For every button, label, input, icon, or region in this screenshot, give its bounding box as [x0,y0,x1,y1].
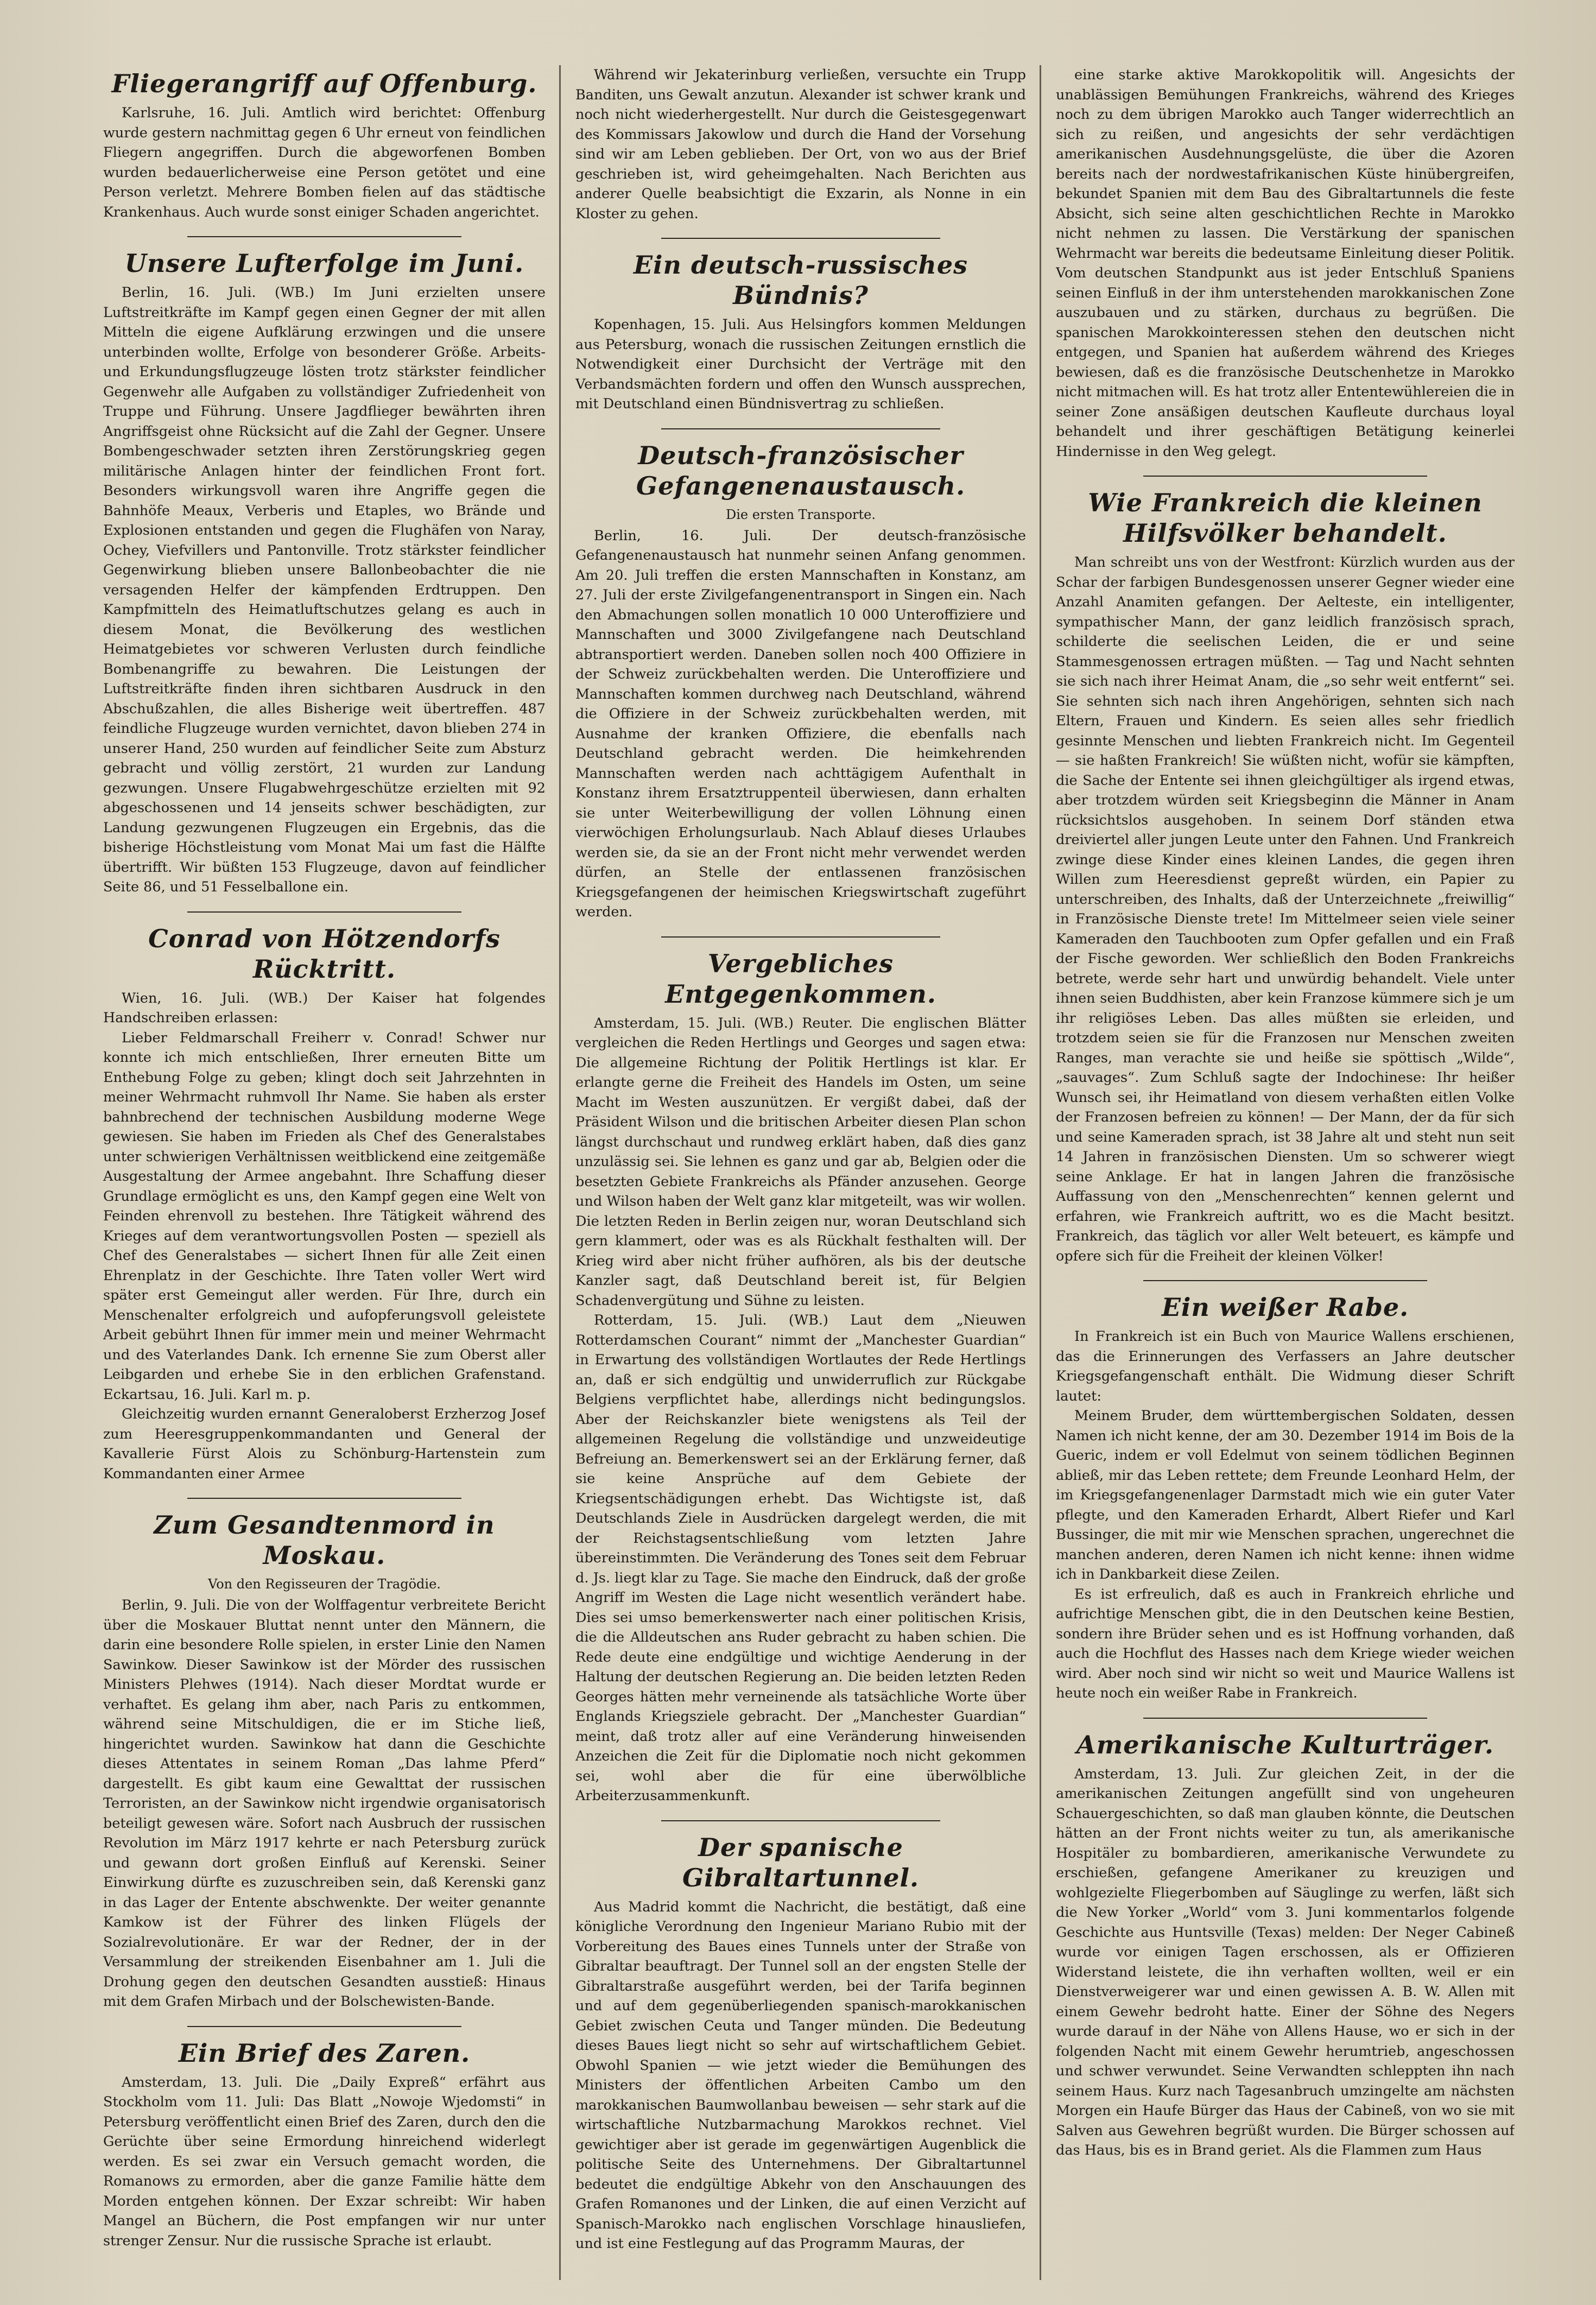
article-paragraph: Berlin, 16. Juli. (WB.) Im Juni erzielten unsere Luftstreitkräfte im Kampf gegen einen Gegner der mit allen Mitteln die eigene Aufklärung erzwingen und die unsere unterbinden wollte, Erfolge von besonderer Größe. Arbeits- und Erkundungsflugzeuge lösten trotz stärkster feindlicher Gegenwehr alle Aufgaben zu vollständiger Zufriedenheit von Truppe und Führung. Unsere Jagdflieger bewährten ihren Angriffsgeist ohne Rücksicht auf die Zahl der Gegner. Unsere Bombengeschwader setzten ihren Zerstörungskrieg gegen militärische Anlagen hinter der feindlichen Front fort. Besonders wirkungsvoll waren ihre Angriffe gegen die Bahnhöfe Meaux, Verberis und Etaples, wo Brände und Explosionen entstanden und gegen die Flughäfen von Naray, Ochey, Viefvillers und Pantonville. Trotz stärkster feindlicher Gegenwirkung blieben unsere Ballonbeobachter die nie versagenden Helfer der kämpfenden Erdtruppen. Den Kampfmitteln des Heimatluftschutzes gelang es auch in diesem Monat, die Bevölkerung des westlichen Heimatgebietes vor schweren Verlusten durch feindliche Bombenangriffe zu bewahren. Die Leistungen der Luftstreitkräfte finden ihren sichtbaren Ausdruck in den Abschußzahlen, die alles Bisherige weit übertreffen. 487 feindliche Flugzeuge wurden vernichtet, davon blieben 274 in unserer Hand, 250 wurden auf feindlicher Seite zum Absturz gebracht und völlig zerstört, 21 wurden zur Landung gezwungen. Unsere Flugabwehrgeschütze erzielten mit 92 abgeschossenen und 14 jenseits schwer beschädigten, zur Landung gezwungenen Flugzeugen ein Ergebnis, das die bisherige Höchstleistung vom Monat Mai um fast die Hälfte übertrifft. Wir büßten 153 Flugzeuge, davon auf feindlicher Seite 86, und 51 Fesselballone ein. [103,284,546,895]
article-headline: Deutsch-französischer Gefangenenaustausch. [636,440,966,501]
article-paragraph: Berlin, 9. Juli. Die von der Wolffagentur verbreitete Bericht über die Moskauer Bluttat nennt unter den Männern, die darin eine besondere Rolle spielen, in erster Linie den Namen Sawinkow. Dieser Sawinkow ist der Mörder des russischen Ministers Plehwes (1914). Nach dieser Mordtat wurde er verhaftet. Es gelang ihm aber, nach Paris zu entkommen, während seine Mitschuldigen, die er im Stiche ließ, hingerichtet wurden. Sawinkow hat dann die Geschichte dieses Attentates in seinem Roman „Das lahme Pferd“ dargestellt. Es gibt kaum eine Gewalttat der russischen Terroristen, an der Sawinkow nicht irgendwie organisatorisch beteiligt gewesen wäre. Sofort nach Ausbruch der russischen Revolution im März 1917 kehrte er nach Petersburg zurück und gewann dort großen Einfluß auf Kerenski. Seiner Einwirkung dürfte es zuzuschreiben sein, daß Kerenski ganz in das Lager der Entente abschwenkte. Der weiter genannte Kamkow ist der Führer des linken Flügels der Sozialrevolutionäre. Er war der Redner, der in der Versammlung der streikenden Eisenbahner am 1. Juli die Drohung gegen den deutschen Gesandten ausstieß: Hinaus mit dem Grafen Mirbach und der Bolschewisten-Bande. [103,1597,546,2010]
article-paragraph: Berlin, 16. Juli. Der deutsch-französische Gefangenenaustausch hat nunmehr seinen Anfang genommen. Am 20. Juli treffen die ersten Mannschaften in Konstanz, am 27. Juli der erste Zivilgefangenentransport in Singen ein. Nach den Abmachungen sollen monatlich 10 000 Unteroffiziere und Mannschaften und 3000 Zivilgefangene nach Deutschland abtransportiert werden. Daneben sollen noch 400 Offiziere in der Schweiz zurückbehalten werden. Die Unteroffiziere und Mannschaften kommen durchweg nach Deutschland, während die Offiziere in der Schweiz zurückbehalten werden, mit Ausnahme der kranken Offiziere, die ebenfalls nach Deutschland gebracht werden. Die heimkehrenden Mannschaften werden nach achttägigem Aufenthalt in Konstanz ihrem Ersatztruppenteil überwiesen, dann erhalten sie unter Weiterbewilligung der vollen Löhnung einen vierwöchigen Erholungsurlaub. Nach Ablauf dieses Urlaubes werden sie, da sie an der Front nicht mehr verwendet werden dürfen, an Stelle der entlassenen französischen Kriegsgefangenen der heimischen Kriegswirtschaft zugeführt werden. [575,527,1026,920]
article-paragraph: Rotterdam, 15. Juli. (WB.) Laut dem „Nieuwen Rotterdamschen Courant“ nimmt der „Manchester Guardian“ in Erwartung des vollständigen Wortlautes der Rede Hertlings an, daß er sich endgültig und unwiderruflich zur Rückgabe Belgiens verpflichtet habe, allerdings nicht bedingungslos. Aber der Reichskanzler biete wenigstens als Teil der allgemeinen Regelung die vollständige und unzweideutige Befreiung an. Bemerkenswert sei an der Erklärung ferner, daß sie keine Ansprüche auf dem Gebiete der Kriegsentschädigungen erhebt. Das Wichtigste ist, daß Deutschlands Ziele in Ausdrücken dargelegt werden, die mit der Reichstagsentschließung vom letzten Jahre übereinstimmten. Die Veränderung des Tones seit dem Februar d. Js. liegt klar zu Tage. Sie mache den Eindruck, daß der große Angriff im Westen die Lage nicht wesentlich verändert habe. Dies sei umso bemerkenswerter nach einer politischen Krisis, die die Alldeutschen ans Ruder gebracht zu haben schien. Die Rede deute eine endgültige und wichtige Aenderung in der Haltung der deutschen Regierung an. Die beiden letzten Reden Georges hätten mehr verneinende als tatsächliche Worte über Englands Kriegsziele gebracht. Der „Manchester Guardian“ meint, daß trotz aller auf eine Veränderung hinweisenden Anzeichen die Zeit für die Diplomatie noch nicht gekommen sei, wohl aber die für eine überwölbliche Arbeiterzusammenkunft. [575,1312,1026,1804]
article-headline: Wie Frankreich die kleinen Hilfsvölker behandelt. [1088,488,1483,548]
article [103,68,546,222]
article-paragraph: Amsterdam, 13. Juli. Die „Daily Expreß“ erfährt aus Stockholm vom 11. Juli: Das Blatt „Nowoje Wjedomsti“ in Petersburg veröffentlicht einen Brief des Zaren, durch den die Gerüchte über seine Ermordung hinreichend widerlegt werden. Es sei zwar ein Versuch gemacht worden, die Romanows zu ermorden, aber die ganze Familie hätte dem Morden entgehen können. Der Exzar schreibt: Wir haben Mangel an Büchern, die Post empfangen wir nur unter strenger Zensur. Nur die russische Sprache ist erlaubt. [103,2074,546,2249]
article [1056,1730,1515,2161]
article [1056,1292,1515,1704]
article [103,2038,546,2251]
article-paragraph: Gleichzeitig wurden ernannt Generaloberst Erzherzog Josef zum Heeresgruppenkommandanten und General der Kavallerie Fürst Alois zu Schönburg-Hartenstein zum Kommandanten einer Armee [103,1406,546,1482]
article-headline: Zum Gesandtenmord in Moskau. [154,1510,495,1570]
column-2 [575,65,1026,2280]
article [103,1510,546,2012]
article-paragraph: Aus Madrid kommt die Nachricht, die bestätigt, daß eine königliche Verordnung den Ingenieur Mariano Rubio mit der Vorbereitung des Baues eines Tunnels unter der Straße von Gibraltar beauftragt. Der Tunnel soll an der engsten Stelle der Gibraltarstraße ausgeführt werden, bei der Tarifa beginnen und auf dem gegenüberliegenden spanisch-marokkanischen Gebiet zwischen Ceuta und Tanger münden. Die Bedeutung dieses Baues liegt nicht so sehr auf wirtschaftlichem Gebiet. Obwohl Spanien — wie jetzt wieder die Bemühungen des Ministers der öffentlichen Arbeiten Cambo um den marokkanischen Baumwollanbau beweisen — sehr stark auf die wirtschaftliche Nutzbarmachung Marokkos rechnet. Viel gewichtiger aber ist gerade im gegenwärtigen Augenblick die politische Seite des Unternehmens. Der Gibraltartunnel bedeutet die endgültige Abkehr von den Anschauungen des Grafen Romanones und der Linken, die auf einen Verzicht auf Spanisch-Marokko nach englischen Vorschlage hinausliefen, und ist eine Festlegung auf das Programm Mauras, der [575,1898,1026,2252]
article-paragraph: Wien, 16. Juli. (WB.) Der Kaiser hat folgendes Handschreiben erlassen: [103,990,546,1026]
article [1056,487,1515,1266]
article-paragraph: Es ist erfreulich, daß es auch in Frankreich ehrliche und aufrichtige Menschen gibt, die in den Deutschen keine Bestien, sondern ihre Brüder sehen und es ist Hoffnung vorhanden, daß auch die Hochflut des Hasses nach dem Kriege wieder weichen wird. Aber noch sind wir nicht so weit und Maurice Wallens ist heute noch ein weißer Rabe in Frankreich. [1056,1586,1515,1701]
article-divider [1143,1280,1428,1281]
article-headline: Ein Brief des Zaren. [178,2038,471,2068]
article-paragraph: Meinem Bruder, dem württembergischen Soldaten, dessen Namen ich nicht kenne, der am 30. Dezember 1914 im Bois de la Gueric, indem er voll Edelmut von seinem tödlichen Beginnen abließ, mir das Leben rettete; dem Freunde Leonhard Helm, der im Kriegsgefangenenlager Darmstadt mich wie ein guter Vater pflegte, und den Kameraden Erhardt, Albert Riefer und Karl Bussinger, die mit mir wie Menschen sprachen, ungerechnet die manchen anderen, deren Namen ich nicht kenne: ihnen widme ich in Dankbarkeit diese Zeilen. [1056,1408,1515,1582]
article [575,948,1026,1806]
article [103,248,546,897]
article-headline: Conrad von Hötzendorfs Rücktritt. [148,923,501,984]
column-3 [1056,65,1515,2280]
article-paragraph: Amsterdam, 15. Juli. (WB.) Reuter. Die englischen Blätter vergleichen die Reden Hertlings und Georges und sagen etwa: Die allgemeine Richtung der Politik Hertlings ist klar. Er erlangte gerne die Freiheit des Handels im Osten, um seine Macht im Westen auszunützen. Er vergißt dabei, daß der Präsident Wilson und die britischen Arbeiter diesen Plan schon längst durchschaut und rundweg erklärt haben, daß dies ganz unzulässig sei. Sie lehnen es ganz und gar ab, Belgien oder die besetzten Gebiete Frankreichs als Pfänder anzusehen. George und Wilson haben der Welt ganz klar mitgeteilt, was wir wollen. Die letzten Reden in Berlin zeigen nur, woran Deutschland sich gern klammert, oder was es als Rückhalt festhalten will. Der Krieg wird aber nicht früher aufhören, als bis der deutsche Kanzler sagt, daß Deutschland bereit ist, für Belgien Schadenvergütung und Sühne zu leisten. [575,1015,1026,1309]
article [575,65,1026,224]
article-headline: Fliegerangriff auf Offenburg. [111,69,537,98]
column-rule [1040,65,1041,2280]
article-paragraph: eine starke aktive Marokkopolitik will. Angesichts der unablässigen Bemühungen Frankreichs, während des Krieges noch zu dem übrigen Marokko auch Tanger widerrechtlich an sich zu reißen, und angesichts der sehr verdächtigen amerikanischen Ausdehnungsgelüste, die über die Azoren bereits nach der nordwestafrikanischen Küste hinübergreifen, bekundet Spanien mit dem Bau des Gibraltartunnels die feste Absicht, sich seine alten geschichtlichen Rechte in Marokko nicht nehmen zu lassen. Die Verstärkung der spanischen Wehrmacht war bereits die bedeutsame Einleitung dieser Politik. Vom deutschen Standpunkt aus ist jeder Entschluß Spaniens seinen Einfluß in der ihm unterstehenden marokkanischen Zone auszubauen und zu stärken, durchaus zu begrüßen. Die spanischen Marokkointeressen stehen den deutschen nicht entgegen, und Spanien hat außerdem während des Krieges bewiesen, daß es die französische Deutschenhetze in Marokko nicht mitmachen will. Es hat trotz aller Ententewühlereien die in seiner Zone ansäßigen deutschen Kaufleute durchaus loyal behandelt und ihrer geschäftigen Betätigung keinerlei Hindernisse in den Weg gelegt. [1056,67,1515,460]
article [575,440,1026,922]
article-paragraph: In Frankreich ist ein Buch von Maurice Wallens erschienen, das die Erinnerungen des Verfassers an Jahre deutscher Kriegsgefangenschaft enthält. Die Widmung dieser Schrift lautet: [1056,1328,1515,1404]
article-paragraph: Während wir Jekaterinburg verließen, versuchte ein Trupp Banditen, uns Gewalt anzutun. Alexander ist schwer krank und noch nicht wiederhergestellt. Nur durch die Geistesgegenwart des Kommissars Jakowlow und durch die Hand der Vorsehung sind wir am Leben geblieben. Der Ort, von wo aus der Brief geschrieben ist, wird geheimgehalten. Nach Berichten aus anderer Quelle beabsichtigt die Exzarin, als Nonne in ein Kloster zu gehen. [575,67,1026,222]
article-paragraph: Lieber Feldmarschall Freiherr v. Conrad! Schwer nur konnte ich mich entschließen, Ihrer erneuten Bitte um Enthebung Folge zu geben; klingt doch seit Jahrzehnten in meiner Wehrmacht ruhmvoll Ihr Name. Sie haben als erster bahnbrechend der technischen Ausbildung moderne Wege gewiesen. Sie haben im Frieden als Chef des Generalstabes unter schwierigen Verhältnissen weitblickend eine zeitgemäße Ausgestaltung der Armee angebahnt. Ihre Schaffung dieser Grundlage ermöglicht es uns, den Kampf gegen eine Welt von Feinden ehrenvoll zu bestehen. Ihre Tätigkeit während des Krieges auf dem verantwortungsvollen Posten — speziell als Chef des Generalstabes — sichert Ihnen für alle Zeit einen Ehrenplatz in der Geschichte. Ihre Taten voller Wert wird später erst Gemeingut aller werden. Für Ihre, durch ein Menschenalter erfolgreich und aufopferungsvoll geleistete Arbeit gebührt Ihnen für immer mein und meiner Wehrmacht und des Vaterlandes Dank. Ich ernenne Sie zum Oberst aller Leibgarden und erhebe Sie in den erblichen Grafenstand. Eckartsau, 16. Juli. Karl m. p. [103,1029,546,1403]
article [575,250,1026,414]
article [575,1832,1026,2254]
article-subtitle: Die ersten Transporte. [726,506,876,522]
article-divider [187,1498,461,1499]
article [103,923,546,1484]
article-paragraph: Amsterdam, 13. Juli. Zur gleichen Zeit, in der die amerikanischen Zeitungen angefüllt sind von ungeheuren Schauergeschichten, so daß man glauben könnte, die Deutschen hätten an der Front nichts weiter zu tun, als amerikanische Hospitäler zu bombardieren, amerikanische Verwundete zu erschießen, gefangene Amerikaner zu kreuzigen und wohlgezielte Fliegerbomben auf Säuglinge zu werfen, läßt sich die New Yorker „World“ vom 3. Juni kommentarlos folgende Geschichte aus Huntsville (Texas) melden: Der Neger Cabineß wurde vor einigen Tagen erschossen, als er Offizieren Widerstand leistete, die ihn verhaften wollten, weil er ein Dienstverweigerer war und einen gewissen A. B. W. Allen mit einem Gewehr bedroht hatte. Einer der Söhne des Negers wurde darauf in der Nähe von Allens Hause, wo er sich in der folgenden Nacht mit einem Gewehr herumtrieb, angeschossen und schwer verwundet. Seine Verwandten schleppten ihn nach seinem Haus. Kurz nach Tagesanbruch umzingelte am nächsten Morgen ein Haufe Bürger das Haus der Cabineß, von wo sie mit Salven aus Gewehren begrüßt wurden. Die Bürger schossen auf das Haus, bis es in Brand geriet. Als die Flammen zum Haus [1056,1765,1515,2158]
article-paragraph: Karlsruhe, 16. Juli. Amtlich wird berichtet: Offenburg wurde gestern nachmittag gegen 6 Uhr erneut von feindlichen Fliegern angegriffen. Durch die abgeworfenen Bomben wurden bedauerlicherweise eine Person getötet und eine Person verletzt. Mehrere Bomben fielen auf das städtische Krankenhaus. Auch wurde sonst einiger Schaden angerichtet. [103,105,546,220]
article [1056,65,1515,461]
article-headline: Amerikanische Kulturträger. [1076,1730,1494,1759]
article-divider [1143,1718,1428,1719]
article-divider [187,911,461,913]
article-divider [1143,476,1428,477]
column-rule [559,65,561,2280]
column-1 [103,65,546,2280]
article-divider [187,236,461,237]
article-headline: Der spanische Gibraltartunnel. [682,1832,920,1892]
article-divider [661,238,941,239]
article-divider [661,1820,941,1821]
article-headline: Vergebliches Entgegenkommen. [665,948,936,1009]
article-divider [187,2026,461,2027]
article-subtitle: Von den Regisseuren der Tragödie. [208,1576,441,1592]
article-paragraph: Kopenhagen, 15. Juli. Aus Helsingfors kommen Meldungen aus Petersburg, wonach die russischen Zeitungen ernstlich die Notwendigkeit einer Durchsicht der Verträge mit den Verbandsmächten fordern und offen den Wunsch aussprechen, mit Deutschland einen Bündnisvertrag zu schließen. [575,316,1026,412]
article-headline: Unsere Lufterfolge im Juni. [124,249,524,278]
article-headline: Ein weißer Rabe. [1161,1293,1409,1322]
article-headline: Ein deutsch-russisches Bündnis? [633,250,968,310]
article-paragraph: Man schreibt uns von der Westfront: Kürzlich wurden aus der Schar der farbigen Bundesgenossen unserer Gegner wieder eine Anzahl Anamiten gefangen. Der Aelteste, ein intelligenter, sympathischer Mann, der ganz leidlich französisch sprach, schilderte die seelischen Leiden, die er und seine Stammesgenossen ertragen müßten. — Tag und Nacht sehnten sie sich nach ihrer Heimat Anam, die „so sehr weit entfernt“ sei. Sie sehnten sich nach ihren Angehörigen, sehnten sich nach Eltern, Frauen und Kindern. Es seien alles sehr friedlich gesinnte Menschen und liebten Frankreich nicht. Im Gegenteil — sie haßten Frankreich! Sie wüßten nicht, wofür sie kämpften, die Sache der Entente sei ihnen gleichgültiger als irgend etwas, aber trotzdem würden seit Kriegsbeginn die Männer in Anam rücksichtslos ausgehoben. In seinem Dorf ständen etwa dreiviertel aller jungen Leute unter den Fahnen. Und Frankreich zwinge diese Kinder eines kleinen Landes, die gegen ihren Willen zum Heeresdienst gepreßt würden, ein Papier zu unterschreiben, des Inhalts, daß der Unterzeichnete „freiwillig“ in Französische Dienste trete! Im Mittelmeer seien viele seiner Kameraden den Tauchbooten zum Opfer gefallen und ein Fraß der Fische geworden. Wer schließlich den Boden Frankreichs betrete, werde sehr hart und unwürdig behandelt. Viele unter ihnen seien Buddhisten, aber kein Franzose kümmere sich je um ihr religiöses Leben. Das alles müßten sie erleiden, und trotzdem seien sie für die Franzosen nur Menschen zweiten Ranges, man verachte sie und heiße sie spöttisch „Wilde“, „sauvages“. Zum Schluß sagte der Indochinese: Ihr heißer Wunsch sei, ihr Heimatland von diesem verhaßten eitlen Volke der Franzosen befreien zu können! — Der Mann, der da für sich und seine Kameraden sprach, ist 38 Jahre alt und steht nun seit 14 Jahren in französischen Diensten. Um so schwerer wiegt seine Anklage. Er hat in langen Jahren die französische Auffassung von den „Menschenrechten“ kennen gelernt und erfahren, wie Frankreich auftritt, wo es die Macht besitzt. Frankreich, das täglich vor aller Welt beteuert, es kämpfe und opfere sich für die Freiheit der kleinen Völker! [1056,554,1515,1264]
article-divider [661,936,941,938]
article-divider [661,428,941,429]
